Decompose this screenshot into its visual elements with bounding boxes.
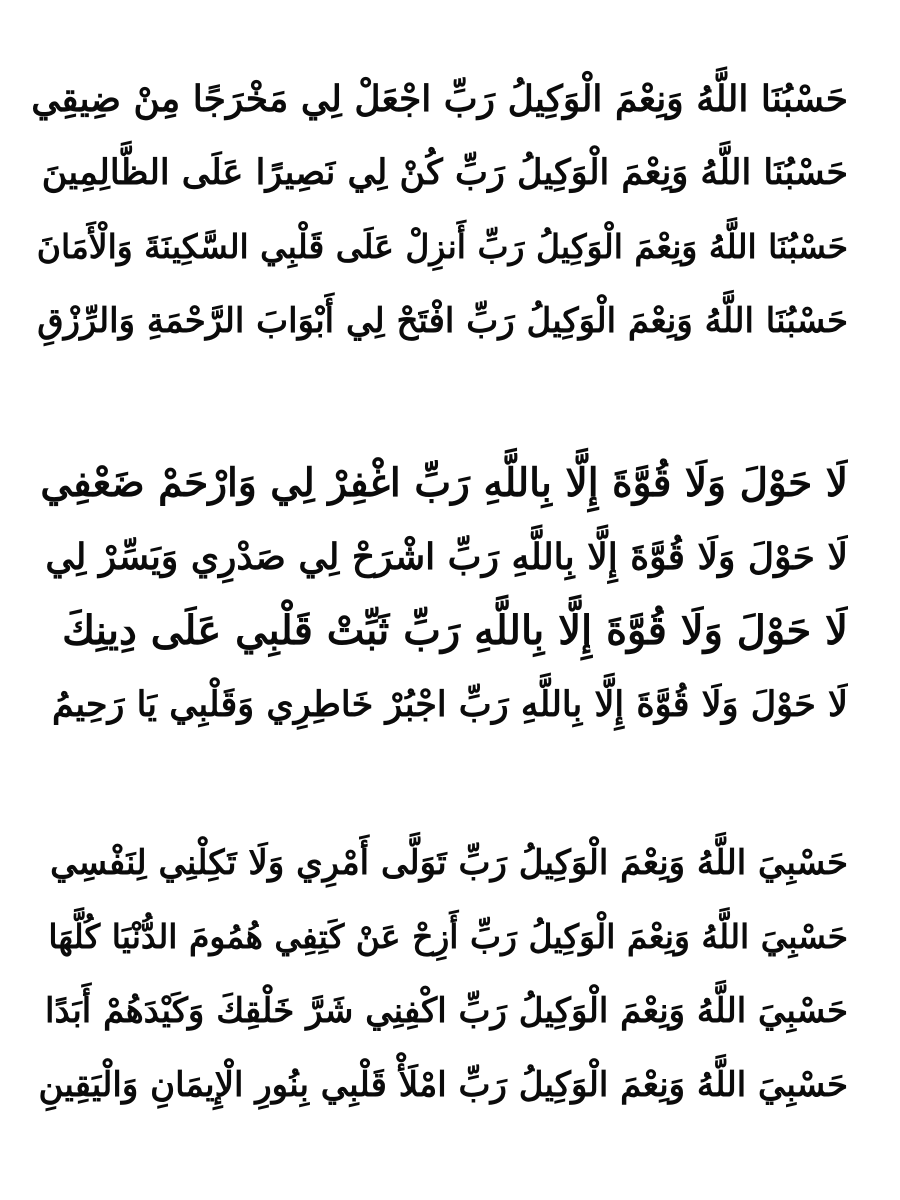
verse-line: حَسْبُنَا اللَّهُ وَنِعْمَ الْوَكِيلُ رَبِّ افْتَحْ لِي أَبْوَابَ الرَّحْمَةِ وَالرِّزْقِ — [37, 301, 848, 341]
stanza-hasbiyallah — [30, 826, 848, 1122]
verse-line: حَسْبِيَ اللَّهُ وَنِعْمَ الْوَكِيلُ رَبِّ تَوَلَّى أَمْرِي وَلَا تَكِلْنِي لِنَفْسِي — [50, 843, 848, 883]
verse-line: حَسْبِيَ اللَّهُ وَنِعْمَ الْوَكِيلُ رَبِّ أَزِحْ عَنْ كَتِفِي هُمُومَ الدُّنْيَا كُلَّهَا — [48, 917, 848, 956]
verse-line: حَسْبُنَا اللَّهُ وَنِعْمَ الْوَكِيلُ رَبِّ أَنزِلْ عَلَى قَلْبِي السَّكِينَةَ وَالْأَمَانَ — [36, 227, 848, 266]
verse-line: حَسْبِيَ اللَّهُ وَنِعْمَ الْوَكِيلُ رَبِّ امْلَأْ قَلْبِي بِنُورِ الْإِيمَانِ وَالْيَقِينِ — [38, 1065, 848, 1105]
verse-line: لَا حَوْلَ وَلَا قُوَّةَ إِلَّا بِاللَّهِ رَبِّ ثَبِّتْ قَلْبِي عَلَى دِينِكَ — [62, 607, 848, 654]
verse-line: لَا حَوْلَ وَلَا قُوَّةَ إِلَّا بِاللَّهِ رَبِّ اشْرَحْ لِي صَدْرِي وَيَسِّرْ لِي — [45, 536, 848, 578]
stanza-hasbunallah — [30, 62, 848, 358]
verse-line: حَسْبُنَا اللَّهُ وَنِعْمَ الْوَكِيلُ رَبِّ اجْعَلْ لِي مَخْرَجًا مِنْ ضِيقِي — [31, 78, 848, 120]
verse-line: لَا حَوْلَ وَلَا قُوَّةَ إِلَّا بِاللَّهِ رَبِّ اغْفِرْ لِي وَارْحَمْ ضَعْفِي — [40, 460, 848, 506]
verse-line: حَسْبِيَ اللَّهُ وَنِعْمَ الْوَكِيلُ رَبِّ اكْفِنِي شَرَّ خَلْقِكَ وَكَيْدَهُمْ أَبَدًا — [45, 991, 848, 1031]
verse-line: لَا حَوْلَ وَلَا قُوَّةَ إِلَّا بِاللَّهِ رَبِّ اجْبُرْ خَاطِرِي وَقَلْبِي يَا رَحِيمُ — [52, 684, 848, 725]
stanza-la-hawla — [30, 446, 848, 742]
verse-line: حَسْبُنَا اللَّهُ وَنِعْمَ الْوَكِيلُ رَبِّ كُنْ لِي نَصِيرًا عَلَى الظَّالِمِينَ — [41, 152, 848, 193]
